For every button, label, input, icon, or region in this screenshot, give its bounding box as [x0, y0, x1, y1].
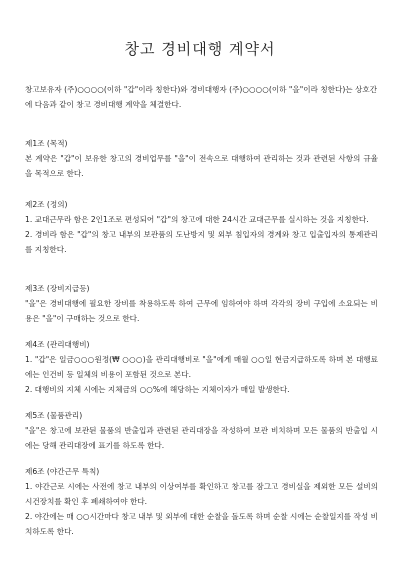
article-2 [25, 197, 378, 257]
article-paragraph: 1. 야간근로 시에는 사전에 창고 내부의 이상여부를 확인하고 창고를 잠그고 경비실을 제외한 모든 설비의 시건장치를 확인 후 폐쇄하여야 한다. [25, 482, 378, 506]
article-heading: 제1조 (목적) [25, 139, 68, 148]
article-6 [25, 464, 378, 539]
article-paragraph: "을"은 경비대행에 필요한 장비를 착용하도록 하여 근무에 임하여야 하며 각각의 장비 구입에 소요되는 비용은 "을"이 구매하는 것으로 한다. [25, 299, 378, 323]
article-5 [25, 408, 378, 453]
article-heading: 제3조 (장비지급등) [25, 284, 90, 293]
article-heading: 제5조 (물품관리) [25, 411, 83, 420]
article-paragraph: 1. "갑"은 일금○○○원정(₩ ○○○)을 관리대행비로 "을"에게 매월 ○○일 현금지급하도록 하며 본 대행료에는 인건비 등 일체의 비용이 포함된 것으로 본다. [25, 355, 378, 379]
article-heading: 제4조 (관리대행비) [25, 340, 90, 349]
document-title: 창고 경비대행 계약서 [124, 40, 276, 58]
article-3 [25, 281, 378, 326]
article-paragraph: 1. 교대근무라 함은 2인1조로 편성되어 "갑"의 창고에 대한 24시간 교대근무를 실시하는 것을 지칭한다. [25, 215, 369, 224]
article-paragraph: 2. 대행비의 지체 시에는 지체금의 ○○%에 해당하는 지체이자가 매일 발생한다. [25, 385, 290, 394]
article-paragraph: "을"은 창고에 보관된 물품의 반출입과 관련된 관리대장을 작성하여 보관 비치하며 모든 물품의 반출입 시에는 당해 관리대장에 표기를 하도록 한다. [25, 426, 378, 450]
article-heading: 제6조 (야간근무 특칙) [25, 467, 100, 476]
article-paragraph: 본 계약은 "갑"이 보유한 창고의 경비업무를 "을"이 전속으로 대행하여 관리하는 것과 관련된 사항의 규율을 목적으로 한다. [25, 154, 378, 178]
article-paragraph: 2. 야간에는 매 ○○시간마다 창고 내부 및 외부에 대한 순찰을 돌도록 하며 순찰 시에는 순찰일지를 작성 비치하도록 한다. [25, 512, 378, 536]
intro-paragraph: 창고보유자 (주)○○○○(이하 "갑"이라 칭한다)와 경비대행자 (주)○○○○(이하 "을"이라 칭한다)는 상호간에 다음과 같이 창고 경비대행 계약을 체결한다. [25, 85, 378, 109]
article-1 [25, 136, 378, 181]
article-4 [25, 337, 378, 397]
article-heading: 제2조 (정의) [25, 200, 68, 209]
article-paragraph: 2. 경비라 함은 "갑"의 창고 내부의 보관품의 도난방지 및 외부 침입자의 경계와 창고 입출입자의 통제관리를 지칭한다. [25, 230, 378, 254]
